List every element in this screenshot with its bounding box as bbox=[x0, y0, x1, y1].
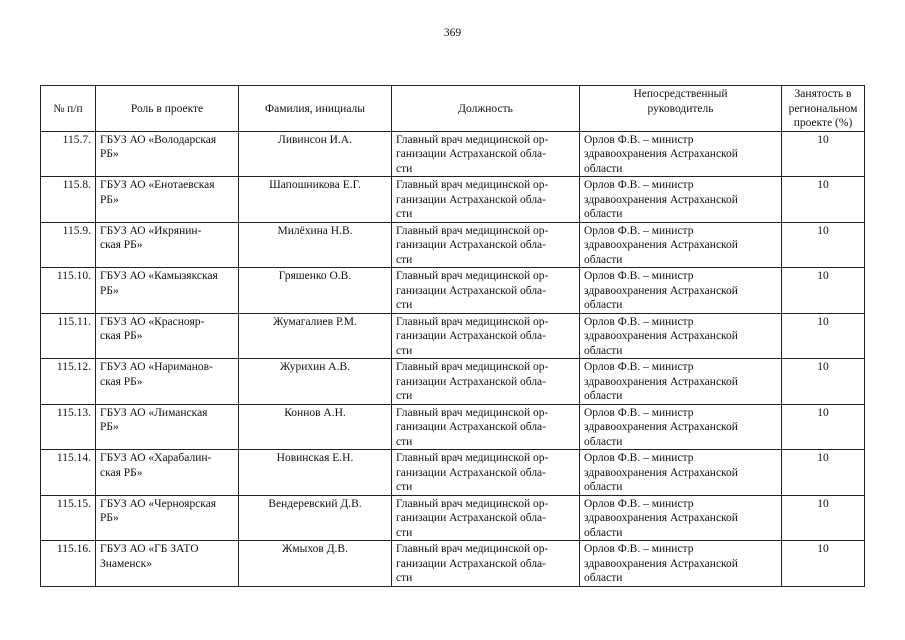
table-row bbox=[41, 268, 865, 314]
row-position: Главный врач медицинской ор- ганизации Астраханской обла- сти bbox=[392, 359, 580, 405]
table-header bbox=[41, 86, 865, 132]
row-manager: Орлов Ф.В. – министр здравоохранения Астраханской области bbox=[580, 222, 782, 268]
row-manager: Орлов Ф.В. – министр здравоохранения Астраханской области bbox=[580, 404, 782, 450]
row-manager: Орлов Ф.В. – министр здравоохранения Астраханской области bbox=[580, 268, 782, 314]
table-row bbox=[41, 495, 865, 541]
row-occupancy: 10 bbox=[782, 359, 865, 405]
row-manager: Орлов Ф.В. – министр здравоохранения Астраханской области bbox=[580, 177, 782, 223]
row-number: 115.12. bbox=[41, 359, 96, 405]
row-role: ГБУЗ АО «Черноярская РБ» bbox=[96, 495, 239, 541]
row-role: ГБУЗ АО «Краснояр- ская РБ» bbox=[96, 313, 239, 359]
row-manager: Орлов Ф.В. – министр здравоохранения Астраханской области bbox=[580, 313, 782, 359]
page-number: 369 bbox=[443, 27, 462, 39]
header-row bbox=[41, 86, 865, 132]
header-position: Должность bbox=[392, 86, 580, 132]
project-roles-table bbox=[40, 85, 865, 587]
row-occupancy: 10 bbox=[782, 541, 865, 587]
row-position: Главный врач медицинской ор- ганизации Астраханской обла- сти bbox=[392, 404, 580, 450]
row-number: 115.9. bbox=[41, 222, 96, 268]
row-position: Главный врач медицинской ор- ганизации Астраханской обла- сти bbox=[392, 541, 580, 587]
row-number: 115.15. bbox=[41, 495, 96, 541]
table-row bbox=[41, 177, 865, 223]
row-name: Жумагалиев Р.М. bbox=[239, 313, 392, 359]
row-name: Журихин А.В. bbox=[239, 359, 392, 405]
row-number: 115.8. bbox=[41, 177, 96, 223]
row-manager: Орлов Ф.В. – министр здравоохранения Астраханской области bbox=[580, 359, 782, 405]
row-position: Главный врач медицинской ор- ганизации Астраханской обла- сти bbox=[392, 177, 580, 223]
header-manager: Непосредственный руководитель bbox=[580, 86, 782, 132]
table-row bbox=[41, 359, 865, 405]
row-occupancy: 10 bbox=[782, 313, 865, 359]
row-role: ГБУЗ АО «ГБ ЗАТО Знаменск» bbox=[96, 541, 239, 587]
row-role: ГБУЗ АО «Нариманов- ская РБ» bbox=[96, 359, 239, 405]
row-role: ГБУЗ АО «Енотаевская РБ» bbox=[96, 177, 239, 223]
row-number: 115.14. bbox=[41, 450, 96, 496]
table-row bbox=[41, 541, 865, 587]
row-position: Главный врач медицинской ор- ганизации Астраханской обла- сти bbox=[392, 313, 580, 359]
header-occupancy: Занятость в региональном проекте (%) bbox=[782, 86, 865, 132]
row-number: 115.11. bbox=[41, 313, 96, 359]
header-name: Фамилия, инициалы bbox=[239, 86, 392, 132]
row-role: ГБУЗ АО «Володарская РБ» bbox=[96, 131, 239, 177]
table-row bbox=[41, 313, 865, 359]
row-number: 115.16. bbox=[41, 541, 96, 587]
row-role: ГБУЗ АО «Камызякская РБ» bbox=[96, 268, 239, 314]
row-name: Ливинсон И.А. bbox=[239, 131, 392, 177]
table-row bbox=[41, 404, 865, 450]
row-occupancy: 10 bbox=[782, 268, 865, 314]
row-name: Гряшенко О.В. bbox=[239, 268, 392, 314]
header-num: № п/п bbox=[41, 86, 96, 132]
row-name: Вендеревский Д.В. bbox=[239, 495, 392, 541]
row-position: Главный врач медицинской ор- ганизации Астраханской обла- сти bbox=[392, 268, 580, 314]
row-occupancy: 10 bbox=[782, 495, 865, 541]
row-manager: Орлов Ф.В. – министр здравоохранения Астраханской области bbox=[580, 450, 782, 496]
row-position: Главный врач медицинской ор- ганизации Астраханской обла- сти bbox=[392, 131, 580, 177]
table-row bbox=[41, 450, 865, 496]
table-body bbox=[41, 131, 865, 586]
row-role: ГБУЗ АО «Харабалин- ская РБ» bbox=[96, 450, 239, 496]
row-name: Милёхина Н.В. bbox=[239, 222, 392, 268]
row-occupancy: 10 bbox=[782, 222, 865, 268]
row-manager: Орлов Ф.В. – министр здравоохранения Астраханской области bbox=[580, 541, 782, 587]
table-row bbox=[41, 131, 865, 177]
row-number: 115.7. bbox=[41, 131, 96, 177]
row-occupancy: 10 bbox=[782, 450, 865, 496]
row-position: Главный врач медицинской ор- ганизации Астраханской обла- сти bbox=[392, 495, 580, 541]
row-occupancy: 10 bbox=[782, 177, 865, 223]
row-manager: Орлов Ф.В. – министр здравоохранения Астраханской области bbox=[580, 131, 782, 177]
row-manager: Орлов Ф.В. – министр здравоохранения Астраханской области bbox=[580, 495, 782, 541]
row-name: Новинская Е.Н. bbox=[239, 450, 392, 496]
header-role: Роль в проекте bbox=[96, 86, 239, 132]
row-number: 115.13. bbox=[41, 404, 96, 450]
row-position: Главный врач медицинской ор- ганизации Астраханской обла- сти bbox=[392, 450, 580, 496]
row-role: ГБУЗ АО «Икрянин- ская РБ» bbox=[96, 222, 239, 268]
row-name: Коннов А.Н. bbox=[239, 404, 392, 450]
row-occupancy: 10 bbox=[782, 404, 865, 450]
row-name: Шапошникова Е.Г. bbox=[239, 177, 392, 223]
row-role: ГБУЗ АО «Лиманская РБ» bbox=[96, 404, 239, 450]
row-name: Жмыхов Д.В. bbox=[239, 541, 392, 587]
row-occupancy: 10 bbox=[782, 131, 865, 177]
row-position: Главный врач медицинской ор- ганизации Астраханской обла- сти bbox=[392, 222, 580, 268]
row-number: 115.10. bbox=[41, 268, 96, 314]
table-row bbox=[41, 222, 865, 268]
